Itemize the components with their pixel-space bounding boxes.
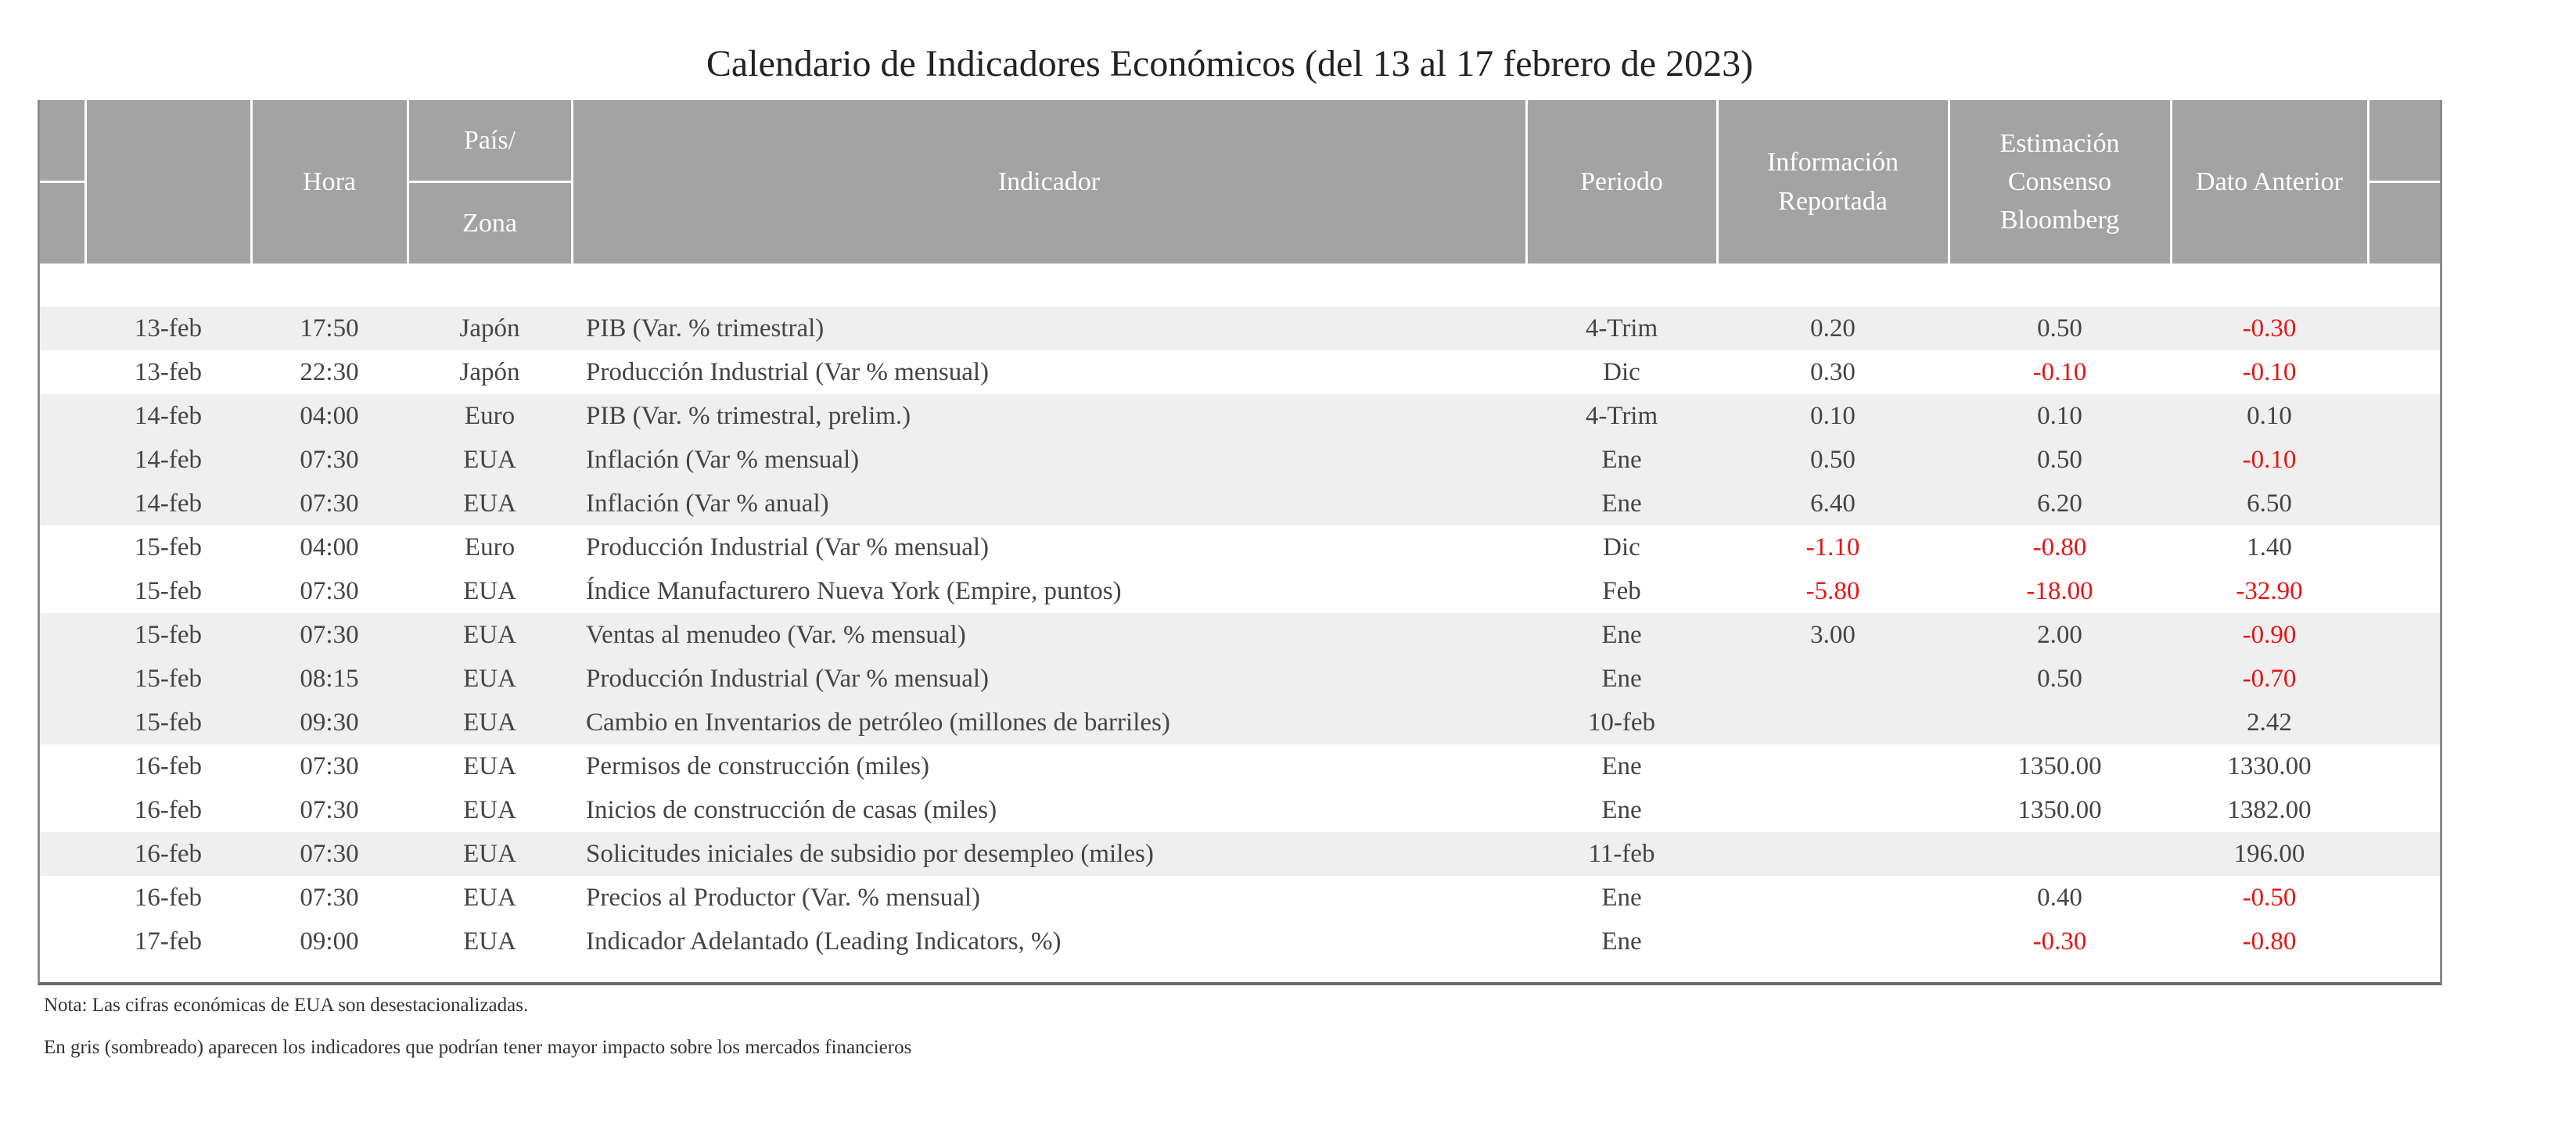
hora-cell: 07:30 (251, 744, 408, 788)
hora-cell: 09:00 (251, 920, 408, 963)
indicador-cell: Inicios de construcción de casas (miles) (572, 788, 1526, 832)
reportada-cell: 0.10 (1717, 394, 1949, 438)
hora-cell: 07:30 (251, 832, 408, 876)
edge-right-cell (2368, 832, 2440, 876)
indicador-cell: Solicitudes iniciales de subsidio por desempleo (miles) (572, 832, 1526, 876)
periodo-cell: Dic (1526, 350, 1717, 394)
periodo-cell: Dic (1526, 525, 1717, 569)
header-estimacion-line1: Estimación (1999, 128, 2120, 158)
table-row (40, 525, 2440, 569)
periodo-cell: 11-feb (1526, 832, 1717, 876)
indicators-table (38, 100, 2442, 985)
zona-cell: Euro (408, 525, 572, 569)
fecha-cell: 13-feb (85, 307, 251, 350)
edge-left-cell (40, 832, 85, 876)
edge-right-cell (2368, 482, 2440, 525)
consenso-cell (1949, 832, 2171, 876)
periodo-cell: Ene (1526, 744, 1717, 788)
header-estimacion-line2: Consenso (2007, 167, 2112, 196)
hora-cell: 04:00 (251, 394, 408, 438)
fecha-cell: 15-feb (85, 569, 251, 613)
consenso-cell: 0.50 (1949, 438, 2171, 482)
hora-cell: 07:30 (251, 438, 408, 482)
consenso-cell: -0.10 (1949, 350, 2171, 394)
header-indicador: Indicador (572, 100, 1526, 264)
hora-cell: 09:30 (251, 701, 408, 744)
zona-cell: EUA (408, 832, 572, 876)
table-row (40, 876, 2440, 920)
table-row (40, 920, 2440, 963)
zona-cell: Japón (408, 307, 572, 350)
zona-cell: EUA (408, 876, 572, 920)
anterior-cell: 2.42 (2171, 701, 2368, 744)
anterior-cell: -0.10 (2171, 438, 2368, 482)
header-zona: Zona (408, 182, 572, 264)
hora-cell: 07:30 (251, 569, 408, 613)
header-pais: País/ (408, 100, 572, 182)
hora-cell: 04:00 (251, 525, 408, 569)
header-edge-left-bottom (40, 182, 85, 264)
edge-right-cell (2368, 876, 2440, 920)
zona-cell: EUA (408, 657, 572, 701)
edge-left-cell (40, 438, 85, 482)
spacer-cell (40, 264, 2440, 307)
consenso-cell: 0.40 (1949, 876, 2171, 920)
anterior-cell: -0.80 (2171, 920, 2368, 963)
edge-right-cell (2368, 394, 2440, 438)
anterior-cell: 1330.00 (2171, 744, 2368, 788)
edge-left-cell (40, 613, 85, 657)
edge-right-cell (2368, 613, 2440, 657)
reportada-cell: 0.30 (1717, 350, 1949, 394)
anterior-cell: -0.50 (2171, 876, 2368, 920)
edge-right-cell (2368, 657, 2440, 701)
indicador-cell: Cambio en Inventarios de petróleo (millones de barriles) (572, 701, 1526, 744)
zona-cell: EUA (408, 569, 572, 613)
edge-left-cell (40, 788, 85, 832)
periodo-cell: 4-Trim (1526, 307, 1717, 350)
indicador-cell: Producción Industrial (Var % mensual) (572, 657, 1526, 701)
hora-cell: 07:30 (251, 788, 408, 832)
reportada-cell (1717, 657, 1949, 701)
edge-left-cell (40, 920, 85, 963)
zona-cell: EUA (408, 438, 572, 482)
periodo-cell: 4-Trim (1526, 394, 1717, 438)
header-estimacion-line3: Bloomberg (1999, 206, 2120, 235)
edge-left-cell (40, 701, 85, 744)
header-spacer-row (40, 264, 2440, 307)
periodo-cell: Ene (1526, 482, 1717, 525)
indicador-cell: Ventas al menudeo (Var. % mensual) (572, 613, 1526, 657)
edge-left-cell (40, 657, 85, 701)
header-edge-right-top (2368, 100, 2440, 182)
zona-cell: EUA (408, 744, 572, 788)
indicador-cell: Inflación (Var % mensual) (572, 438, 1526, 482)
reportada-cell: 0.20 (1717, 307, 1949, 350)
table-row (40, 657, 2440, 701)
hora-cell: 07:30 (251, 876, 408, 920)
edge-right-cell (2368, 569, 2440, 613)
indicador-cell: Permisos de construcción (miles) (572, 744, 1526, 788)
periodo-cell: Ene (1526, 657, 1717, 701)
edge-right-cell (2368, 307, 2440, 350)
periodo-cell: Ene (1526, 876, 1717, 920)
hora-cell: 17:50 (251, 307, 408, 350)
fecha-cell: 16-feb (85, 876, 251, 920)
indicador-cell: Indicador Adelantado (Leading Indicators, %) (572, 920, 1526, 963)
reportada-cell (1717, 701, 1949, 744)
hora-cell: 08:15 (251, 657, 408, 701)
edge-right-cell (2368, 920, 2440, 963)
anterior-cell: -0.70 (2171, 657, 2368, 701)
consenso-cell: -0.80 (1949, 525, 2171, 569)
reportada-cell: 3.00 (1717, 613, 1949, 657)
edge-left-cell (40, 394, 85, 438)
zona-cell: EUA (408, 788, 572, 832)
indicador-cell: Producción Industrial (Var % mensual) (572, 350, 1526, 394)
fecha-cell: 13-feb (85, 350, 251, 394)
periodo-cell: Ene (1526, 438, 1717, 482)
fecha-cell: 14-feb (85, 438, 251, 482)
table-row (40, 613, 2440, 657)
header-fecha (85, 100, 251, 264)
edge-right-cell (2368, 744, 2440, 788)
page-title: Calendario de Indicadores Económicos (del 13 al 17 febrero de 2023) (706, 43, 1754, 84)
consenso-cell: 0.50 (1949, 307, 2171, 350)
zona-cell: EUA (408, 613, 572, 657)
header-periodo: Periodo (1526, 100, 1717, 264)
fecha-cell: 16-feb (85, 744, 251, 788)
table-header (40, 100, 2440, 264)
table-row (40, 569, 2440, 613)
anterior-cell: 1.40 (2171, 525, 2368, 569)
header-hora: Hora (251, 100, 408, 264)
table-row (40, 394, 2440, 438)
edge-left-cell (40, 744, 85, 788)
zona-cell: EUA (408, 701, 572, 744)
edge-left-cell (40, 350, 85, 394)
consenso-cell: 6.20 (1949, 482, 2171, 525)
consenso-cell: -18.00 (1949, 569, 2171, 613)
table-row (40, 744, 2440, 788)
edge-left-cell (40, 876, 85, 920)
reportada-cell: 0.50 (1717, 438, 1949, 482)
edge-right-cell (2368, 701, 2440, 744)
header-informacion-line1: Información (1766, 148, 1899, 178)
fecha-cell: 16-feb (85, 788, 251, 832)
table-row (40, 307, 2440, 350)
fecha-cell: 14-feb (85, 482, 251, 525)
hora-cell: 22:30 (251, 350, 408, 394)
reportada-cell (1717, 920, 1949, 963)
anterior-cell: 1382.00 (2171, 788, 2368, 832)
fecha-cell: 17-feb (85, 920, 251, 963)
indicador-cell: Índice Manufacturero Nueva York (Empire, puntos) (572, 569, 1526, 613)
table-row (40, 701, 2440, 744)
consenso-cell (1949, 701, 2171, 744)
header-edge-right-bottom (2368, 182, 2440, 264)
footnote-desestacionalizadas: Nota: Las cifras económicas de EUA son desestacionalizadas. (44, 995, 529, 1016)
fecha-cell: 15-feb (85, 657, 251, 701)
zona-cell: EUA (408, 482, 572, 525)
reportada-cell (1717, 788, 1949, 832)
consenso-cell: 0.50 (1949, 657, 2171, 701)
table-row (40, 482, 2440, 525)
consenso-cell: 0.10 (1949, 394, 2171, 438)
anterior-cell: 0.10 (2171, 394, 2368, 438)
anterior-cell: -0.90 (2171, 613, 2368, 657)
header-informacion-line2: Reportada (1778, 186, 1888, 216)
periodo-cell: 10-feb (1526, 701, 1717, 744)
periodo-cell: Ene (1526, 920, 1717, 963)
edge-left-cell (40, 307, 85, 350)
table-row (40, 438, 2440, 482)
fecha-cell: 15-feb (85, 525, 251, 569)
periodo-cell: Ene (1526, 613, 1717, 657)
indicador-cell: Producción Industrial (Var % mensual) (572, 525, 1526, 569)
anterior-cell: -0.10 (2171, 350, 2368, 394)
header-dato-anterior: Dato Anterior (2171, 100, 2368, 264)
hora-cell: 07:30 (251, 613, 408, 657)
indicador-cell: Inflación (Var % anual) (572, 482, 1526, 525)
consenso-cell: 1350.00 (1949, 788, 2171, 832)
edge-left-cell (40, 482, 85, 525)
periodo-cell: Feb (1526, 569, 1717, 613)
anterior-cell: -0.30 (2171, 307, 2368, 350)
edge-left-cell (40, 569, 85, 613)
zona-cell: Japón (408, 350, 572, 394)
edge-left-cell (40, 525, 85, 569)
zona-cell: EUA (408, 920, 572, 963)
reportada-cell: -1.10 (1717, 525, 1949, 569)
fecha-cell: 15-feb (85, 613, 251, 657)
hora-cell: 07:30 (251, 482, 408, 525)
zona-cell: Euro (408, 394, 572, 438)
table-body (40, 264, 2440, 963)
fecha-cell: 14-feb (85, 394, 251, 438)
table-row (40, 832, 2440, 876)
anterior-cell: 6.50 (2171, 482, 2368, 525)
reportada-cell: -5.80 (1717, 569, 1949, 613)
table-row (40, 788, 2440, 832)
header-informacion-reportada (1717, 100, 1949, 264)
header-edge-left-top (40, 100, 85, 182)
reportada-cell (1717, 744, 1949, 788)
consenso-cell: -0.30 (1949, 920, 2171, 963)
fecha-cell: 16-feb (85, 832, 251, 876)
edge-right-cell (2368, 350, 2440, 394)
reportada-cell (1717, 876, 1949, 920)
header-estimacion-consenso (1949, 100, 2171, 264)
anterior-cell: 196.00 (2171, 832, 2368, 876)
indicador-cell: PIB (Var. % trimestral) (572, 307, 1526, 350)
indicador-cell: Precios al Productor (Var. % mensual) (572, 876, 1526, 920)
footnote-sombreado: En gris (sombreado) aparecen los indicadores que podrían tener mayor impacto sobre los mercados financieros (44, 1037, 912, 1058)
consenso-cell: 2.00 (1949, 613, 2171, 657)
calendar-table (40, 100, 2440, 963)
table-row (40, 350, 2440, 394)
anterior-cell: -32.90 (2171, 569, 2368, 613)
edge-right-cell (2368, 788, 2440, 832)
reportada-cell (1717, 832, 1949, 876)
indicador-cell: PIB (Var. % trimestral, prelim.) (572, 394, 1526, 438)
periodo-cell: Ene (1526, 788, 1717, 832)
edge-right-cell (2368, 438, 2440, 482)
reportada-cell: 6.40 (1717, 482, 1949, 525)
fecha-cell: 15-feb (85, 701, 251, 744)
edge-right-cell (2368, 525, 2440, 569)
consenso-cell: 1350.00 (1949, 744, 2171, 788)
